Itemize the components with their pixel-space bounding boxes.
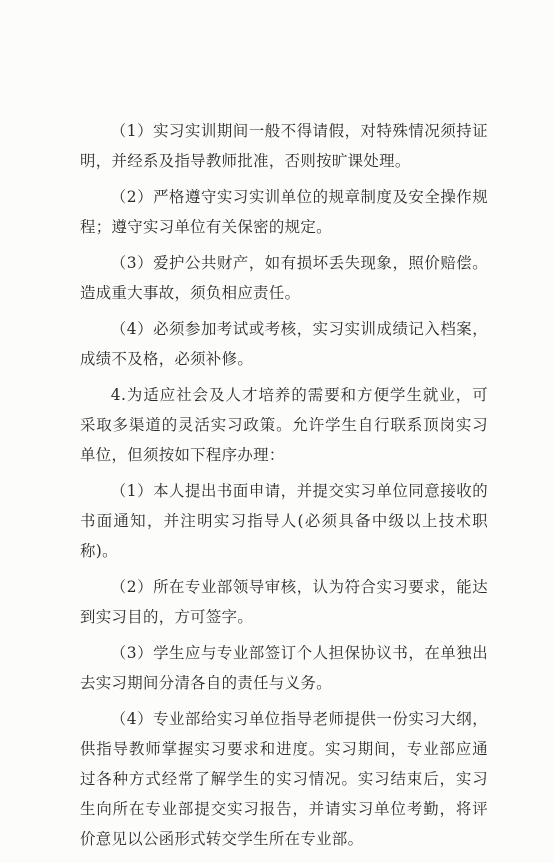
paragraph-4: （4）必须参加考试或考核，实习实训成绩记入档案，成绩不及格，必须补修。 <box>80 320 488 368</box>
paragraph-1: （1）实习实训期间一般不得请假，对特殊情况须持证明，并经系及指导教师批准，否则按旷课处理。 <box>80 122 488 170</box>
paragraph-5: 4.为适应社会及人才培养的需要和方便学生就业，可采取多渠道的灵活实习政策。允许学生自行联系顶岗实习单位，但须按如下程序办理： <box>80 386 488 464</box>
paragraph-8: （3）学生应与专业部签订个人担保协议书，在单独出去实习期间分清各自的责任与义务。 <box>80 644 488 692</box>
paragraph-3: （3）爱护公共财产，如有损坏丢失现象，照价赔偿。造成重大事故，须负相应责任。 <box>80 254 488 302</box>
paragraph-2: （2）严格遵守实习实训单位的规章制度及安全操作规程；遵守实习单位有关保密的规定。 <box>80 188 488 236</box>
paragraph-9: （4）专业部给实习单位指导老师提供一份实习大纲，供指导教师掌握实习要求和进度。实习期间，专业部应通过各种方式经常了解学生的实习情况。实习结束后，实习生向所在专业部提交实习报告，并请实习单位考勤，将评价意见以公函形式转交学生所在专业部。 <box>80 710 488 848</box>
paragraph-6: （1）本人提出书面申请，并提交实习单位同意接收的书面通知，并注明实习指导人(必须具备中级以上技术职称)。 <box>80 482 488 560</box>
paragraph-7: （2）所在专业部领导审核，认为符合实习要求，能达到实习目的，方可签字。 <box>80 578 488 626</box>
document-body <box>80 116 488 854</box>
